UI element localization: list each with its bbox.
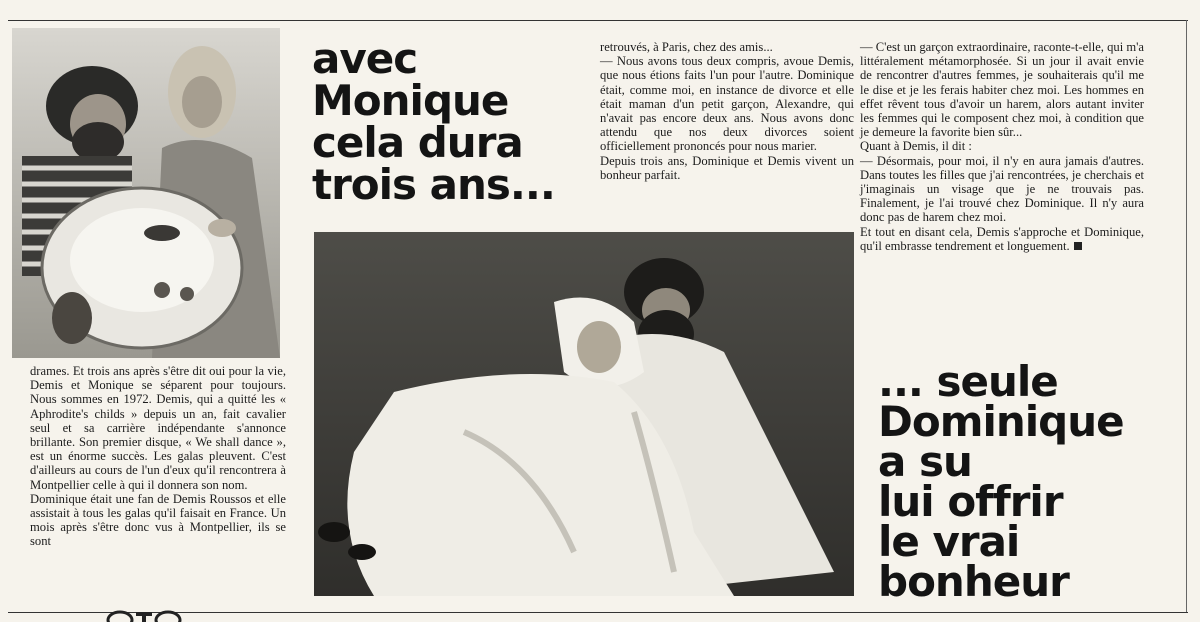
headline-bottom-line: le vrai xyxy=(878,517,1020,566)
headline-bottom-line: bonheur xyxy=(878,557,1069,606)
photo-couple-on-grass xyxy=(314,232,854,596)
paragraph: drames. Et trois ans après s'être dit oui pour la vie, Demis et Monique se séparent pour toujours. Nous sommes en 1972. Demis, qui a quitté les « Aphrodite's childs » depuis un an, fait cavalier seul et sa carrière indépendante s'annonce brillante. Son premier disque, « We shall dance », est un énorme succès. Les galas pleuvent. C'est d'ailleurs au cours de l'un d'eux qu'il rencontrera à Montpellier celle à qui il donnera son nom. xyxy=(30,364,286,492)
photo-couple-with-baby-image xyxy=(12,28,280,358)
headline-bottom-line: lui offrir xyxy=(878,477,1063,526)
column-middle xyxy=(600,40,854,182)
headline-top-line: Monique xyxy=(312,76,509,125)
paragraph: retrouvés, à Paris, chez des amis... xyxy=(600,40,773,54)
paragraph-with-end-mark xyxy=(860,225,1144,253)
paragraph: — C'est un garçon extraordinaire, raconte-t-elle, qui m'a littéralement métamorphosée. Si un jour il avait envie de rencontrer d'autres femmes, je souhaiterais qu'il me le dise et je les ferais habiter chez moi. Les hommes en effet rêvent tous d'avoir un harem, alors autant inviter les femmes qui le composent chez moi, à condition que je demeure la favorite bien sûr... xyxy=(860,40,1144,140)
headline-bottom xyxy=(878,357,1178,606)
headline-top-line: trois ans... xyxy=(312,160,555,209)
magazine-logo-icon xyxy=(106,606,184,622)
paragraph: Depuis trois ans, Dominique et Demis vivent un bonheur parfait. xyxy=(600,153,854,182)
paragraph: — Nous avons tous deux compris, avoue Demis, que nous étions faits l'un pour l'autre. Dominique était, comme moi, en instance de divorce et elle était maman d'un petit garçon, Alexandre, qui n'avait pas encore deux ans. Nous avons donc attendu que nos deux divorces soient officiellement prononcés pour nous marier. xyxy=(600,54,854,154)
headline-top-line: avec xyxy=(312,34,418,83)
paragraph: Et tout en disant cela, Demis s'approche et Dominique, qu'il embrasse tendrement et longuement. xyxy=(860,224,1144,253)
bottom-rule xyxy=(8,612,1188,613)
paragraph: Quant à Demis, il dit : xyxy=(860,139,972,154)
top-rule xyxy=(8,20,1188,21)
headline-top xyxy=(312,34,602,209)
right-rule xyxy=(1186,20,1187,612)
headline-bottom-line: Dominique xyxy=(878,397,1124,446)
paragraph: Dominique était une fan de Demis Roussos et elle assistait à tous les galas qu'il faisait en France. Un mois après s'être donc vus à Montpellier, ils se sont xyxy=(30,491,286,549)
paragraph: — Désormais, pour moi, il n'y en aura jamais d'autres. Dans toutes les filles que j'ai rencontrées, je cherchais et j'imaginais un visage que je ne trouvais pas. Finalement, je l'ai trouvé chez Dominique. Il n'y aura donc pas de harem chez moi. xyxy=(860,153,1144,225)
photo-couple-on-grass-image xyxy=(314,232,854,596)
headline-bottom-line: ... seule xyxy=(878,357,1058,406)
column-left xyxy=(30,364,286,549)
column-right xyxy=(860,40,1144,253)
magazine-logo-fragment xyxy=(106,606,184,622)
end-of-article-mark xyxy=(1074,242,1082,250)
headline-top-line: cela dura xyxy=(312,118,523,167)
photo-couple-with-baby xyxy=(12,28,280,358)
headline-bottom-line: a su xyxy=(878,437,972,486)
